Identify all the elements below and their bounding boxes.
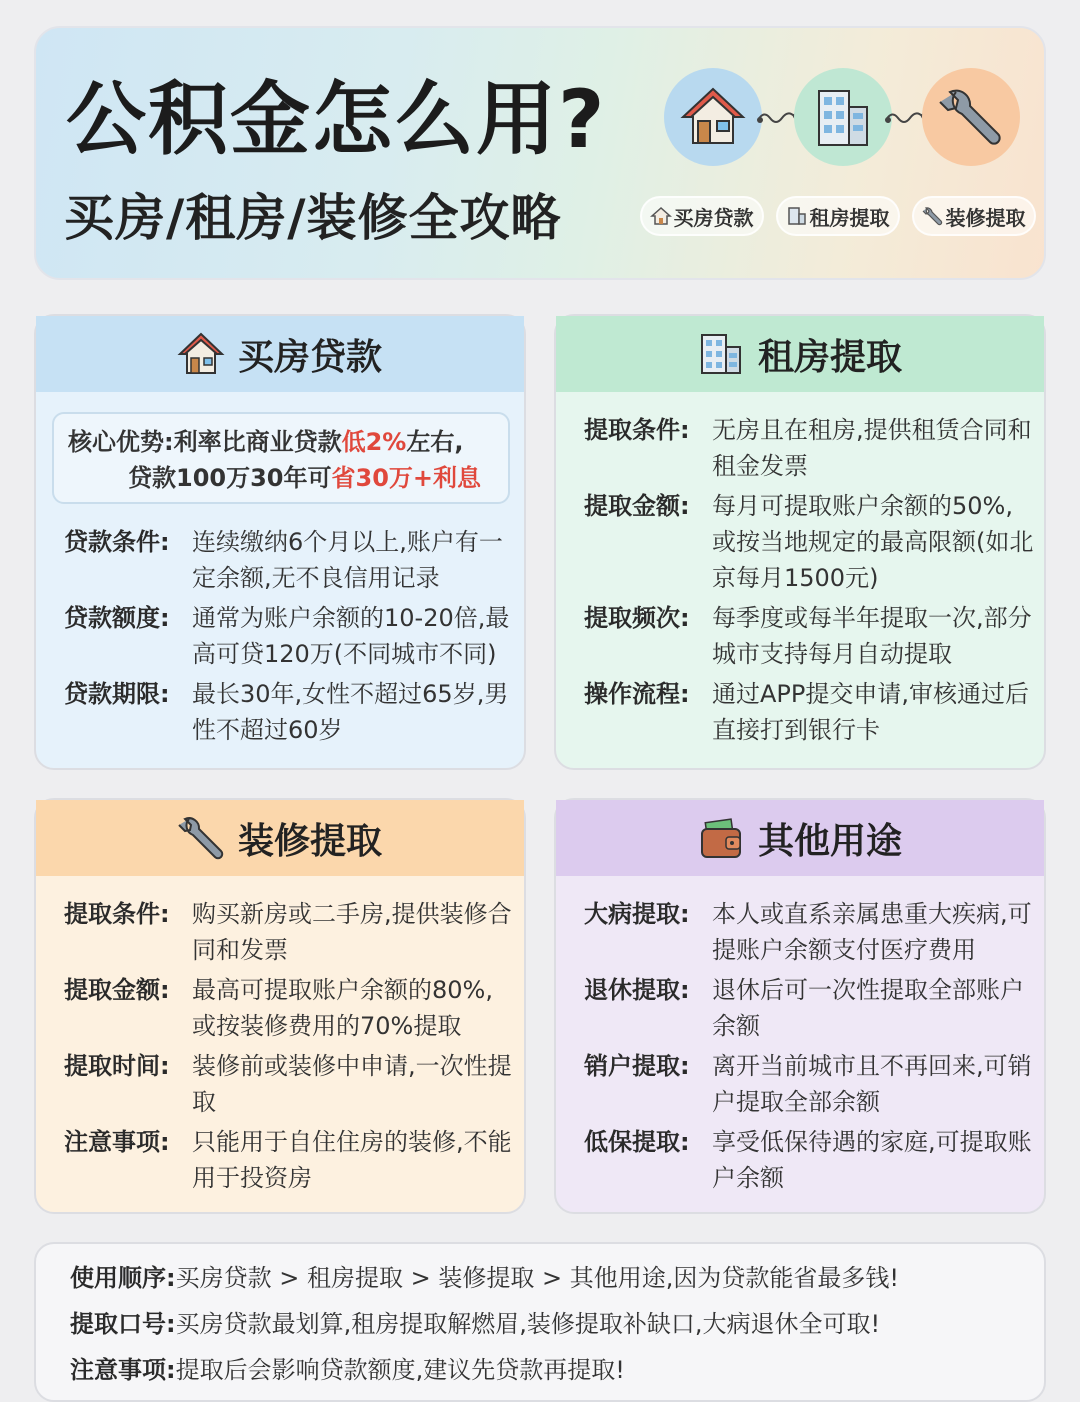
building-icon xyxy=(794,68,892,166)
core-advantage-box xyxy=(52,412,510,504)
row-key: 提取条件: xyxy=(64,900,170,928)
card-other-uses xyxy=(554,798,1046,1214)
info-row xyxy=(584,600,1034,672)
row-value: 装修前或装修中申请,一次性提取 xyxy=(192,1052,512,1116)
page-subtitle: 买房/租房/装修全攻略 xyxy=(64,189,562,247)
row-key: 销户提取: xyxy=(584,1052,690,1080)
card-header xyxy=(556,800,1044,876)
card-title: 其他用途 xyxy=(757,820,902,862)
footer-value: 买房贷款 > 租房提取 > 装修提取 > 其他用途,因为贷款能省最多钱! xyxy=(175,1264,899,1292)
row-value: 每季度或每半年提取一次,部分城市支持每月自动提取 xyxy=(712,604,1032,668)
tag-buy-label: 买房贷款 xyxy=(673,205,754,230)
header-banner xyxy=(34,26,1046,280)
info-row xyxy=(584,1048,1034,1120)
card-rows xyxy=(584,412,1034,752)
row-key: 贷款条件: xyxy=(64,528,170,556)
info-row xyxy=(64,972,514,1044)
highlight-red: 省30万+利息 xyxy=(331,464,482,492)
wrench-icon xyxy=(922,68,1020,166)
card-rows xyxy=(584,896,1034,1200)
info-row xyxy=(584,1124,1034,1196)
wrench-icon xyxy=(178,815,224,861)
footer-key: 使用顺序: xyxy=(70,1264,176,1292)
info-row xyxy=(64,896,514,968)
highlight-text: 贷款100万30年可 xyxy=(128,464,332,492)
row-value: 退休后可一次性提取全部账户余额 xyxy=(712,976,1024,1040)
footer-row xyxy=(70,1352,625,1388)
building-icon xyxy=(698,331,744,377)
footer-key: 提取口号: xyxy=(70,1310,176,1338)
row-key: 退休提取: xyxy=(584,976,690,1004)
building-icon xyxy=(787,206,807,226)
row-key: 注意事项: xyxy=(64,1128,170,1156)
page-title: 公积金怎么用? xyxy=(66,73,607,166)
highlight-text: 左右, xyxy=(406,428,464,456)
row-key: 大病提取: xyxy=(584,900,690,928)
info-row xyxy=(64,1124,514,1196)
row-key: 低保提取: xyxy=(584,1128,690,1156)
card-buy-loan xyxy=(34,314,526,770)
row-key: 贷款额度: xyxy=(64,604,170,632)
card-title: 租房提取 xyxy=(757,336,902,378)
row-value: 离开当前城市且不再回来,可销户提取全部余额 xyxy=(712,1052,1032,1116)
card-header xyxy=(556,316,1044,392)
row-key: 提取条件: xyxy=(584,416,690,444)
info-row xyxy=(64,1048,514,1120)
info-row xyxy=(64,676,514,748)
info-row xyxy=(584,412,1034,484)
card-header xyxy=(36,800,524,876)
row-value: 享受低保待遇的家庭,可提取账户余额 xyxy=(712,1128,1032,1192)
card-title: 买房贷款 xyxy=(237,336,382,378)
row-key: 提取时间: xyxy=(64,1052,170,1080)
info-row xyxy=(584,972,1034,1044)
row-value: 连续缴纳6个月以上,账户有一定余额,无不良信用记录 xyxy=(192,528,503,592)
footer-value: 买房贷款最划算,租房提取解燃眉,装修提取补缺口,大病退休全可取! xyxy=(175,1310,881,1338)
footer-value: 提取后会影响贷款额度,建议先贷款再提取! xyxy=(175,1356,625,1384)
row-value: 无房且在租房,提供租赁合同和租金发票 xyxy=(712,416,1032,480)
wrench-icon xyxy=(923,206,943,226)
row-key: 提取金额: xyxy=(64,976,170,1004)
card-rent-withdraw xyxy=(554,314,1046,770)
row-value: 本人或直系亲属患重大疾病,可提账户余额支付医疗费用 xyxy=(712,900,1032,964)
house-icon xyxy=(178,331,224,377)
info-row xyxy=(584,488,1034,596)
highlight-text: 利率比商业贷款 xyxy=(173,428,342,456)
row-value: 只能用于自住住房的装修,不能用于投资房 xyxy=(192,1128,512,1192)
row-key: 操作流程: xyxy=(584,680,690,708)
row-value: 最长30年,女性不超过65岁,男性不超过60岁 xyxy=(192,680,509,744)
house-icon xyxy=(651,206,671,226)
tag-rent-label: 租房提取 xyxy=(809,205,890,230)
card-header xyxy=(36,316,524,392)
footer-row xyxy=(70,1306,880,1342)
tag-buy xyxy=(640,196,764,236)
card-renovate-withdraw xyxy=(34,798,526,1214)
row-value: 购买新房或二手房,提供装修合同和发票 xyxy=(192,900,512,964)
row-value: 最高可提取账户余额的80%,或按装修费用的70%提取 xyxy=(192,976,493,1040)
row-key: 贷款期限: xyxy=(64,680,170,708)
card-rows xyxy=(64,524,514,752)
tag-renovate xyxy=(912,196,1036,236)
card-title: 装修提取 xyxy=(237,820,382,862)
footer-row xyxy=(70,1260,899,1296)
wallet-icon xyxy=(698,815,744,861)
row-key: 提取频次: xyxy=(584,604,690,632)
tag-renovate-label: 装修提取 xyxy=(945,205,1026,230)
house-icon xyxy=(664,68,762,166)
info-row xyxy=(584,896,1034,968)
highlight-label: 核心优势: xyxy=(68,428,174,456)
row-value: 通常为账户余额的10-20倍,最高可贷120万(不同城市不同) xyxy=(192,604,510,668)
footer-summary xyxy=(34,1242,1046,1402)
row-key: 提取金额: xyxy=(584,492,690,520)
highlight-red: 低2% xyxy=(341,428,407,456)
row-value: 每月可提取账户余额的50%,或按当地规定的最高限额(如北京每月1500元) xyxy=(712,492,1034,592)
info-row xyxy=(64,524,514,596)
footer-key: 注意事项: xyxy=(70,1356,176,1384)
info-row xyxy=(584,676,1034,748)
card-rows xyxy=(64,896,514,1200)
tag-rent xyxy=(776,196,900,236)
row-value: 通过APP提交申请,审核通过后直接打到银行卡 xyxy=(712,680,1029,744)
info-row xyxy=(64,600,514,672)
